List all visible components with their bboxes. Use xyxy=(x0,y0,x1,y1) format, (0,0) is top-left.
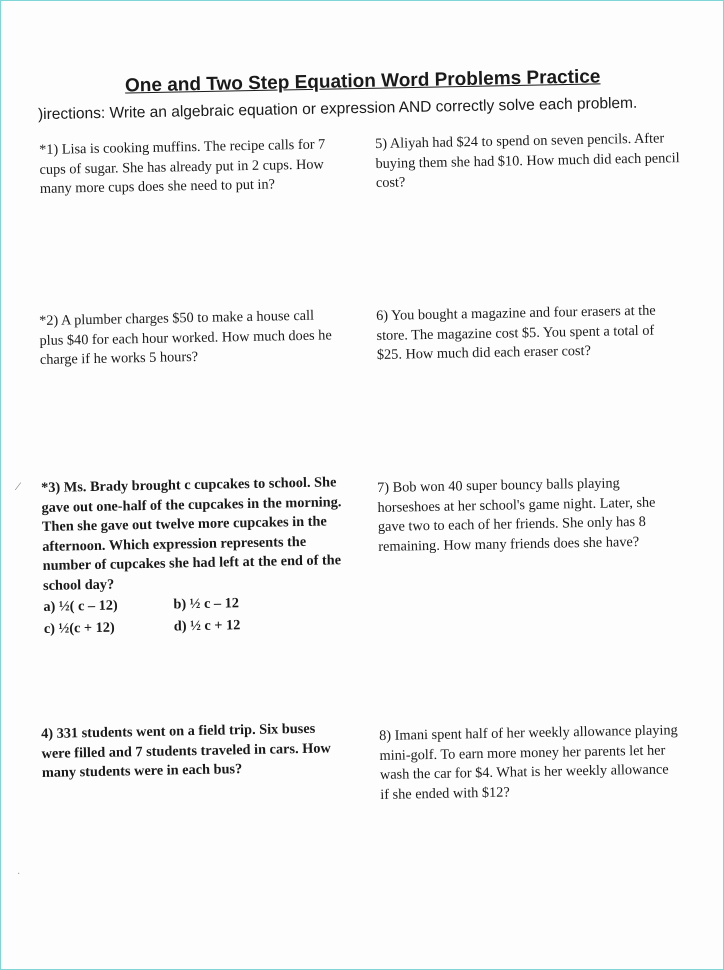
page-title: One and Two Step Equation Word Problems Practice xyxy=(124,66,601,97)
problem-3-text: *3) Ms. Brady brought c cupcakes to school. She gave out one-half of the cupcakes in the morning. Then she gave out twelve more cupcakes in the afternoon. Which expression represents the number of cupcakes she had left at the end of the school day? xyxy=(41,474,342,594)
problem-8: 8) Imani spent half of her weekly allowance playing mini-golf. To earn more money her parents let her wash the car for $4. What is her weekly allowance if she ended with $12? xyxy=(379,722,678,803)
problem-2: *2) A plumber charges $50 to make a house call plus $40 for each hour worked. How much does he charge if he works 5 hours? xyxy=(39,307,332,368)
pen-mark: ⁄ xyxy=(17,479,20,493)
problem-6: 6) You bought a magazine and four erasers at the store. The magazine cost $5. You spent a total of $25. How much did each eraser cost? xyxy=(376,302,656,363)
problem-1: *1) Lisa is cooking muffins. The recipe calls for 7 cups of sugar. She has already put in 2 cups. How many more cups does she need to put in? xyxy=(39,136,326,197)
problem-4: 4) 331 students went on a field trip. Six buses were filled and 7 students traveled in cars. How many students were in each bus? xyxy=(41,720,331,781)
choice-c: c) ½(c + 12) xyxy=(43,619,115,637)
directions-text: )irections: Write an algebraic equation or expression AND correctly solve each problem. xyxy=(37,94,638,124)
problem-5: 5) Aliyah had $24 to spend on seven pencils. After buying them she had $10. How much did each pencil cost? xyxy=(375,130,680,191)
scan-speck: · xyxy=(17,869,21,880)
choice-a: a) ½( c – 12) xyxy=(43,597,118,615)
choice-b: b) ½ c – 12 xyxy=(173,595,240,613)
problem-3 xyxy=(41,473,344,639)
answer-choices xyxy=(43,592,344,639)
choice-d: d) ½ c + 12 xyxy=(173,616,241,634)
problem-7: 7) Bob won 40 super bouncy balls playing horseshoes at her school's game night. Later, she gave two to each of her friends. She only has 8 remaining. How many friends does she have? xyxy=(377,475,656,555)
